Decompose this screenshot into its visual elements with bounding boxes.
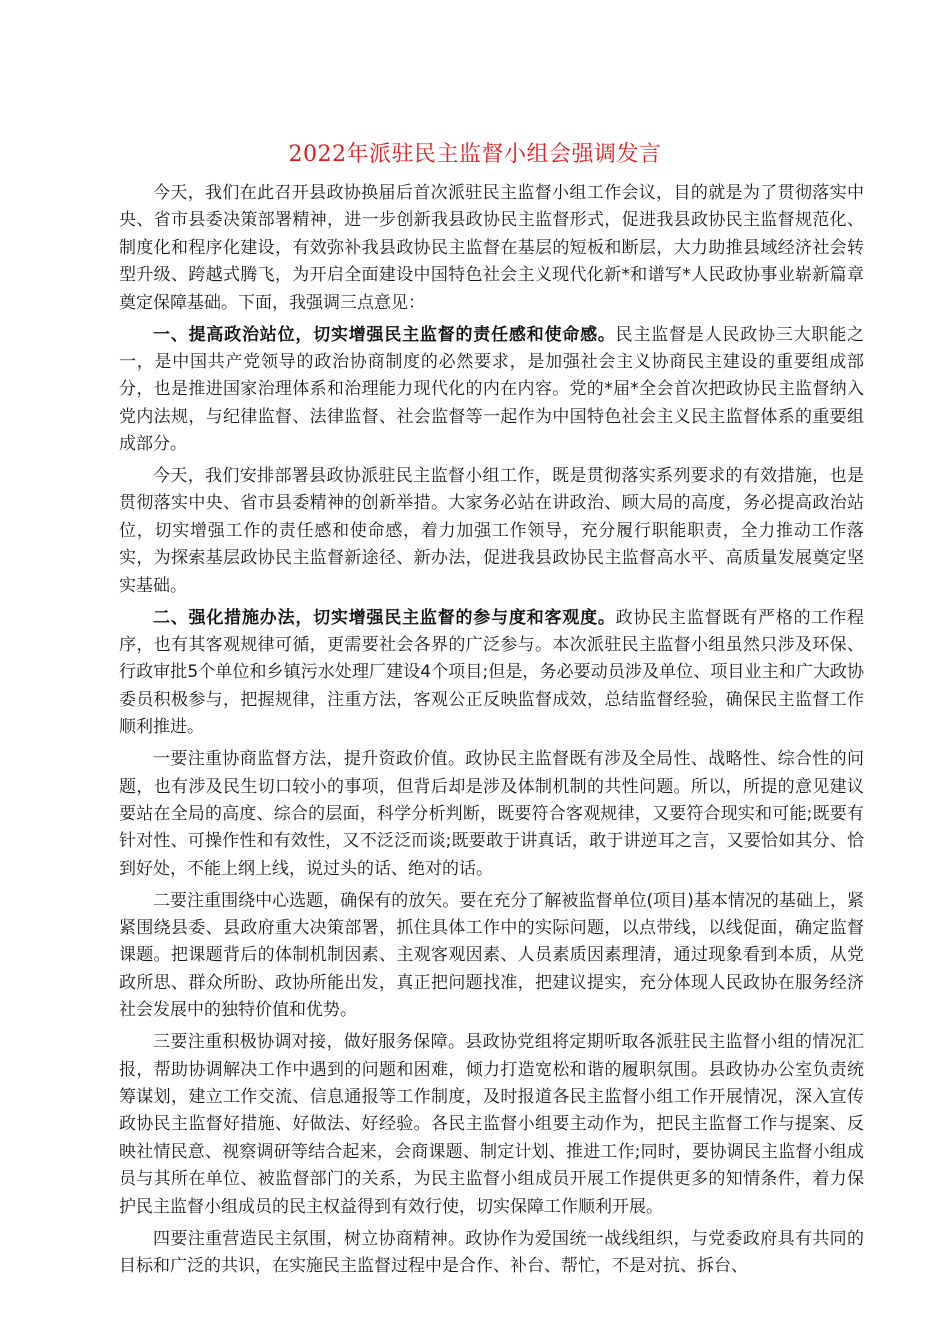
paragraph-text: 民主监督是人民政协三大职能之一，是中国共产党领导的政治协商制度的必然要求，是加强社会主义协商民主建设的重要组成部分，也是推进国家治理体系和治理能力现代化的内在内容。党的*届*全会首次把政协民主监督纳入党内法规，与纪律监督、法律监督、社会监督等一起作为中国特色社会主义民主监督体系的重要组成部分。 (119, 324, 865, 455)
paragraph-intro (119, 180, 864, 317)
paragraph-text: 政协民主监督既有严格的工作程序，也有其客观规律可循，更需要社会各界的广泛参与。本次派驻民主监督小组虽然只涉及环保、行政审批5个单位和乡镇污水处理厂建设4个项目;但是，务必要动员涉及单位、项目业主和广大政协委员积极参与，把握规律，注重方法，客观公正反映监督成效，总结监督经验，确保民主监督工作顺利推进。 (119, 607, 865, 738)
paragraph-text: 二要注重围绕中心选题，确保有的放矢。要在充分了解被监督单位(项目)基本情况的基础上，紧紧围绕县委、县政府重大决策部署，抓住具体工作中的实际问题，以点带线，以线促面，确定监督课题。把课题背后的体制机制因素、主观客观因素、人员素质因素理清，通过现象看到本质，从党政所思、群众所盼、政协所能出发，真正把问题找准，把建议提实，充分体现人民政协在服务经济社会发展中的独特价值和优势。 (119, 890, 864, 1021)
paragraph-text: 一要注重协商监督方法，提升资政价值。政协民主监督既有涉及全局性、战略性、综合性的问题，也有涉及民生切口较小的事项，但背后却是涉及体制机制的共性问题。所以，所提的意见建议要站在全局的高度、综合的层面，科学分析判断，既要符合客观规律，又要符合现实和可能;既要有针对性、可操作性和有效性，又不泛泛而谈;既要敢于讲真话，敢于讲逆耳之言，又要恰如其分、恰到好处，不能上纲上线，说过头的话、绝对的话。 (119, 749, 864, 879)
paragraph-section-1 (119, 322, 864, 459)
paragraph-point-2 (119, 888, 864, 1025)
document-title: 2022年派驻民主监督小组会强调发言 (288, 142, 662, 167)
section-heading-1: 一、提高政治站位，切实增强民主监督的责任感和使命感。 (153, 324, 616, 345)
paragraph-point-3 (119, 1029, 864, 1221)
paragraph-text: 四要注重营造民主氛围，树立协商精神。政协作为爱国统一战线组织，与党委政府具有共同的目标和广泛的共识，在实施民主监督过程中是合作、补台、帮忙，不是对抗、拆台、 (119, 1228, 864, 1276)
document-body (119, 180, 864, 1285)
section-heading-2: 二、强化措施办法，切实增强民主监督的参与度和客观度。 (153, 607, 616, 628)
paragraph-point-1 (119, 746, 864, 883)
paragraph-section-1-detail (119, 463, 864, 600)
paragraph-text: 今天，我们安排部署县政协派驻民主监督小组工作，既是贯彻落实系列要求的有效措施，也是贯彻落实中央、省市县委精神的创新举措。大家务必站在讲政治、顾大局的高度，务必提高政治站位，切实增强工作的责任感和使命感，着力加强工作领导，充分履行职能职责，全力推动工作落实，为探索基层政协民主监督新途径、新办法，促进我县政协民主监督高水平、高质量发展奠定坚实基础。 (119, 466, 864, 596)
paragraph-section-2 (119, 605, 864, 742)
paragraph-text: 三要注重积极协调对接，做好服务保障。县政协党组将定期听取各派驻民主监督小组的情况汇报，帮助协调解决工作中遇到的问题和困难，倾力打造宽松和谐的履职氛围。县政协办公室负责统筹谋划，建立工作交流、信息通报等工作制度，及时报道各民主监督小组工作开展情况，深入宣传政协民主监督好措施、好做法、好经验。各民主监督小组要主动作为，把民主监督工作与提案、反映社情民意、视察调研等结合起来，会商课题、制定计划、推进工作;同时，要协调民主监督小组成员与其所在单位、被监督部门的关系，为民主监督小组成员开展工作提供更多的知情条件，着力保护民主监督小组成员的民主权益得到有效行使，切实保障工作顺利开展。 (119, 1032, 864, 1217)
paragraph-text: 今天，我们在此召开县政协换届后首次派驻民主监督小组工作会议，目的就是为了贯彻落实中央、省市县委决策部署精神，进一步创新我县政协民主监督形式，促进我县政协民主监督规范化、制度化和程序化建设，有效弥补我县政协民主监督在基层的短板和断层，大力助推县域经济社会转型升级、跨越式腾飞，为开启全面建设中国特色社会主义现代化新*和谱写*人民政协事业崭新篇章奠定保障基础。下面，我强调三点意见： (119, 183, 864, 313)
paragraph-point-4 (119, 1226, 864, 1281)
